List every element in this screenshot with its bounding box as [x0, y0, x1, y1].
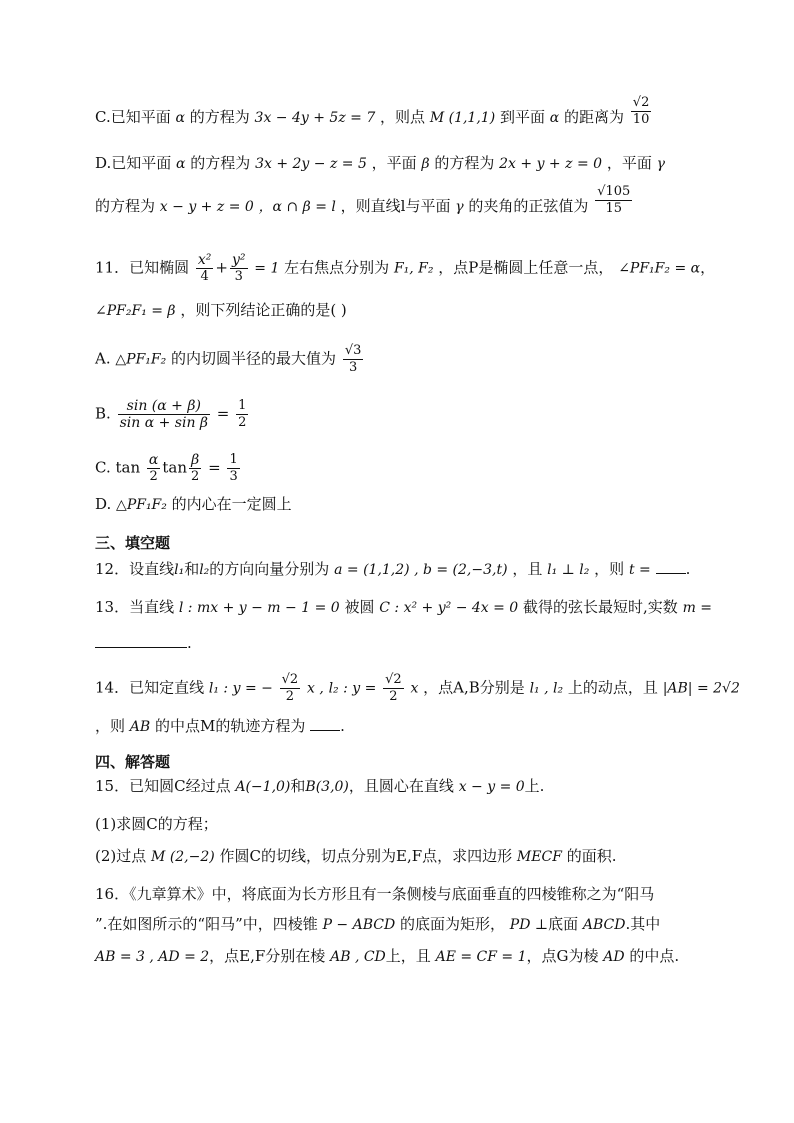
text: tan — [162, 458, 188, 477]
plane-equation: 2x + y + z = 0 — [499, 156, 603, 172]
lines: l₁ , l₂ — [529, 680, 564, 697]
answer-blank[interactable] — [656, 559, 686, 574]
fraction — [631, 95, 652, 128]
question-number: 14．已知定直线 — [95, 678, 205, 697]
text: 左右焦点分别为 — [284, 258, 390, 277]
plane-equation: 3x + 2y − z = 5 — [255, 156, 367, 172]
text: 的方向向量分别为 — [209, 560, 330, 578]
numerator: √2 — [281, 672, 299, 687]
text: 上的动点，且 — [567, 678, 658, 697]
text: 上，且 — [385, 947, 431, 965]
question-15 — [95, 776, 544, 797]
text: = — [216, 404, 230, 423]
denominator: 2 — [149, 469, 158, 484]
question-number: 13．当直线 — [95, 598, 175, 616]
text: ，则下列结论正确的是( ) — [180, 301, 347, 319]
fraction — [595, 184, 632, 217]
text: 和 — [184, 560, 200, 578]
text: 的距离为 — [564, 108, 625, 126]
text: . — [187, 634, 192, 652]
text: x — [410, 680, 419, 697]
text: 的夹角的正弦值为 — [468, 197, 589, 215]
question-12 — [95, 559, 690, 580]
line-l1: l₁ — [174, 562, 185, 578]
text: ，点A,B分别是 — [423, 678, 525, 697]
angle-beta: ∠PF₂F₁ = β — [95, 303, 176, 319]
fraction — [189, 452, 201, 485]
text: ，则 — [594, 560, 625, 578]
numerator: sin (α + β) — [118, 398, 210, 415]
fraction — [236, 398, 248, 431]
text: 16．《九章算术》中，将底面为长方形且有一条侧棱与底面垂直的四棱锥称之为“阳马 — [95, 885, 655, 903]
gamma-symbol: γ — [455, 199, 464, 215]
fraction — [343, 343, 364, 376]
numerator: α — [148, 452, 159, 468]
text: ，平面 — [606, 154, 652, 172]
question-number: 15．已知圆C经过点 — [95, 777, 231, 795]
text: 的中点M的轨迹方程为 — [154, 717, 306, 735]
denominator: 3 — [234, 269, 243, 284]
direction-vectors: a = (1,1,2) , b = (2,−3,t) — [334, 562, 508, 578]
plane-equation: 3x − 4y + 5z = 7 — [254, 110, 376, 126]
gamma-symbol: γ — [656, 156, 665, 172]
denominator: 3 — [229, 469, 238, 484]
text: 的方程为 — [434, 154, 495, 172]
denominator: 4 — [200, 269, 209, 284]
question-11-cont — [95, 300, 347, 321]
denominator: 3 — [348, 360, 358, 375]
question-16-cont1 — [95, 914, 660, 935]
text: ，且 — [512, 560, 543, 578]
base: ABCD — [582, 917, 626, 933]
text: 作圆C的切线，切点分别为E,F点，求四边形 — [219, 847, 513, 865]
option-11c — [95, 452, 242, 485]
perpendicular: l₁ ⊥ l₂ — [547, 562, 590, 578]
option-11b — [95, 398, 250, 431]
text: 底面 — [548, 915, 579, 933]
text: t = — [628, 562, 651, 578]
text: ，则点 — [380, 108, 426, 126]
text: 被圆 — [344, 598, 375, 616]
text: 的方程为 — [95, 197, 156, 215]
numerator: √2 — [632, 94, 650, 110]
question-16-cont2 — [95, 946, 679, 967]
lengths: AB = 3 , AD = 2 — [95, 949, 210, 965]
text: 的面积. — [566, 847, 617, 865]
numerator: √2 — [385, 672, 402, 687]
triangle: △PF₁F₂ — [116, 497, 167, 513]
text: . — [685, 560, 691, 578]
option-d-label: D.已知平面 — [95, 154, 172, 172]
alpha-symbol: α — [175, 110, 185, 126]
point-m: M (2,−2) — [151, 849, 215, 865]
fraction — [196, 252, 214, 285]
pyramid: P − ABCD — [322, 917, 396, 933]
answer-blank[interactable] — [95, 633, 187, 648]
text: 上. — [524, 777, 545, 795]
edges: AB , CD — [330, 949, 386, 965]
text: 的内切圆半径的最大值为 — [171, 349, 337, 368]
text: . — [340, 717, 345, 735]
text: 的方程为 — [190, 154, 251, 172]
option-11d — [95, 494, 292, 515]
option-c-label: C.已知平面 — [95, 108, 171, 126]
numerator: β — [189, 452, 201, 469]
fraction — [230, 252, 248, 285]
text: (1)求圆C的方程； — [95, 815, 218, 833]
perpendicular: PD ⊥ — [509, 917, 549, 933]
question-number: 11．已知椭圆 — [95, 258, 190, 277]
text: (2)过点 — [95, 847, 147, 865]
text: 截得的弦长最短时,实数 — [523, 598, 678, 616]
text: ，点P是椭圆上任意一点， — [438, 258, 614, 277]
angle-alpha: ∠PF₁F₂ = α — [618, 260, 701, 277]
plane-equation: x − y + z = 0 — [159, 199, 254, 215]
numerator: √3 — [344, 343, 362, 358]
line-l2: l₂ — [199, 562, 210, 578]
text: + — [215, 258, 228, 277]
fraction — [383, 672, 404, 705]
quadrilateral: MECF — [516, 849, 562, 865]
edge: AD — [603, 949, 625, 965]
text: 到平面 — [499, 108, 545, 126]
question-13-cont — [95, 633, 192, 653]
question-14-cont — [95, 716, 345, 737]
option-label: A. — [95, 349, 111, 368]
denominator: 2 — [389, 689, 398, 704]
question-14 — [95, 672, 740, 705]
option-label: D. — [95, 495, 112, 513]
equal-lengths: AE = CF = 1 — [435, 949, 527, 965]
text: ， — [700, 258, 716, 277]
segment-length: |AB| = 2√2 — [662, 680, 740, 697]
alpha-symbol: α — [176, 156, 186, 172]
foci: F₁, F₂ — [393, 260, 434, 277]
denominator: 2 — [285, 689, 295, 704]
point-m: M (1,1,1) — [429, 110, 496, 126]
text: ，则直线l与平面 — [340, 197, 451, 215]
alpha-symbol: α — [549, 110, 560, 126]
beta-symbol: β — [421, 156, 430, 172]
text: ，且圆心在直线 — [348, 777, 454, 795]
fraction — [147, 452, 160, 485]
denominator: 10 — [632, 111, 650, 127]
line-l2: l₂ : y = — [328, 680, 377, 697]
text: ”.在如图所示的“阳马”中，四棱锥 — [95, 915, 318, 933]
numerator: 1 — [229, 452, 238, 467]
intersection: ，α ∩ β = l — [258, 199, 336, 215]
text: = 1 — [254, 260, 280, 277]
text: 和 — [290, 777, 306, 795]
line-equation: l : mx + y − m − 1 = 0 — [178, 600, 340, 616]
text: .其中 — [625, 915, 661, 933]
fraction — [227, 452, 239, 485]
text: 的方程为 — [189, 108, 250, 126]
question-15-part2 — [95, 846, 616, 867]
numerator: 1 — [238, 398, 247, 413]
numerator: y² — [231, 252, 246, 268]
question-11 — [95, 252, 715, 285]
denominator: 2 — [238, 415, 247, 430]
option-label: B. — [95, 404, 111, 423]
point-b: B(3,0) — [305, 779, 349, 795]
text: 的中点. — [629, 947, 680, 965]
point-a: A(−1,0) — [235, 779, 291, 795]
option-d — [95, 153, 665, 174]
text: ，点E,F分别在棱 — [209, 947, 326, 965]
text: = — [208, 458, 221, 477]
text: ，点G为棱 — [526, 947, 599, 965]
text: m = — [682, 600, 713, 616]
question-13 — [95, 597, 712, 618]
text: ，则 — [95, 717, 126, 735]
option-label: C. — [95, 458, 111, 477]
answer-blank[interactable] — [310, 716, 340, 731]
text: 的内心在一定圆上 — [171, 495, 292, 513]
text: 的底面为矩形， — [400, 915, 506, 933]
text: x , — [306, 680, 324, 697]
question-16 — [95, 884, 654, 904]
option-c — [95, 94, 653, 128]
text: tan — [115, 458, 141, 477]
option-d-cont — [95, 183, 634, 217]
option-11a — [95, 343, 365, 376]
circle-equation: C : x² + y² − 4x = 0 — [379, 600, 519, 616]
numerator: √105 — [597, 183, 631, 199]
denominator: 2 — [191, 469, 200, 484]
section-heading: 三、填空题 — [95, 534, 171, 552]
denominator: sin α + sin β — [119, 415, 209, 431]
question-15-part1 — [95, 814, 218, 834]
question-number: 12．设直线 — [95, 560, 175, 578]
text: ，平面 — [371, 154, 417, 172]
numerator: x² — [197, 252, 212, 268]
fraction — [118, 398, 210, 431]
line-equation: x − y = 0 — [458, 779, 525, 795]
fraction — [280, 672, 301, 705]
triangle: △PF₁F₂ — [115, 351, 167, 368]
segment: AB — [129, 719, 151, 735]
section-heading: 四、解答题 — [95, 753, 171, 771]
denominator: 15 — [605, 200, 623, 216]
line-l1: l₁ : y = − — [208, 680, 273, 697]
